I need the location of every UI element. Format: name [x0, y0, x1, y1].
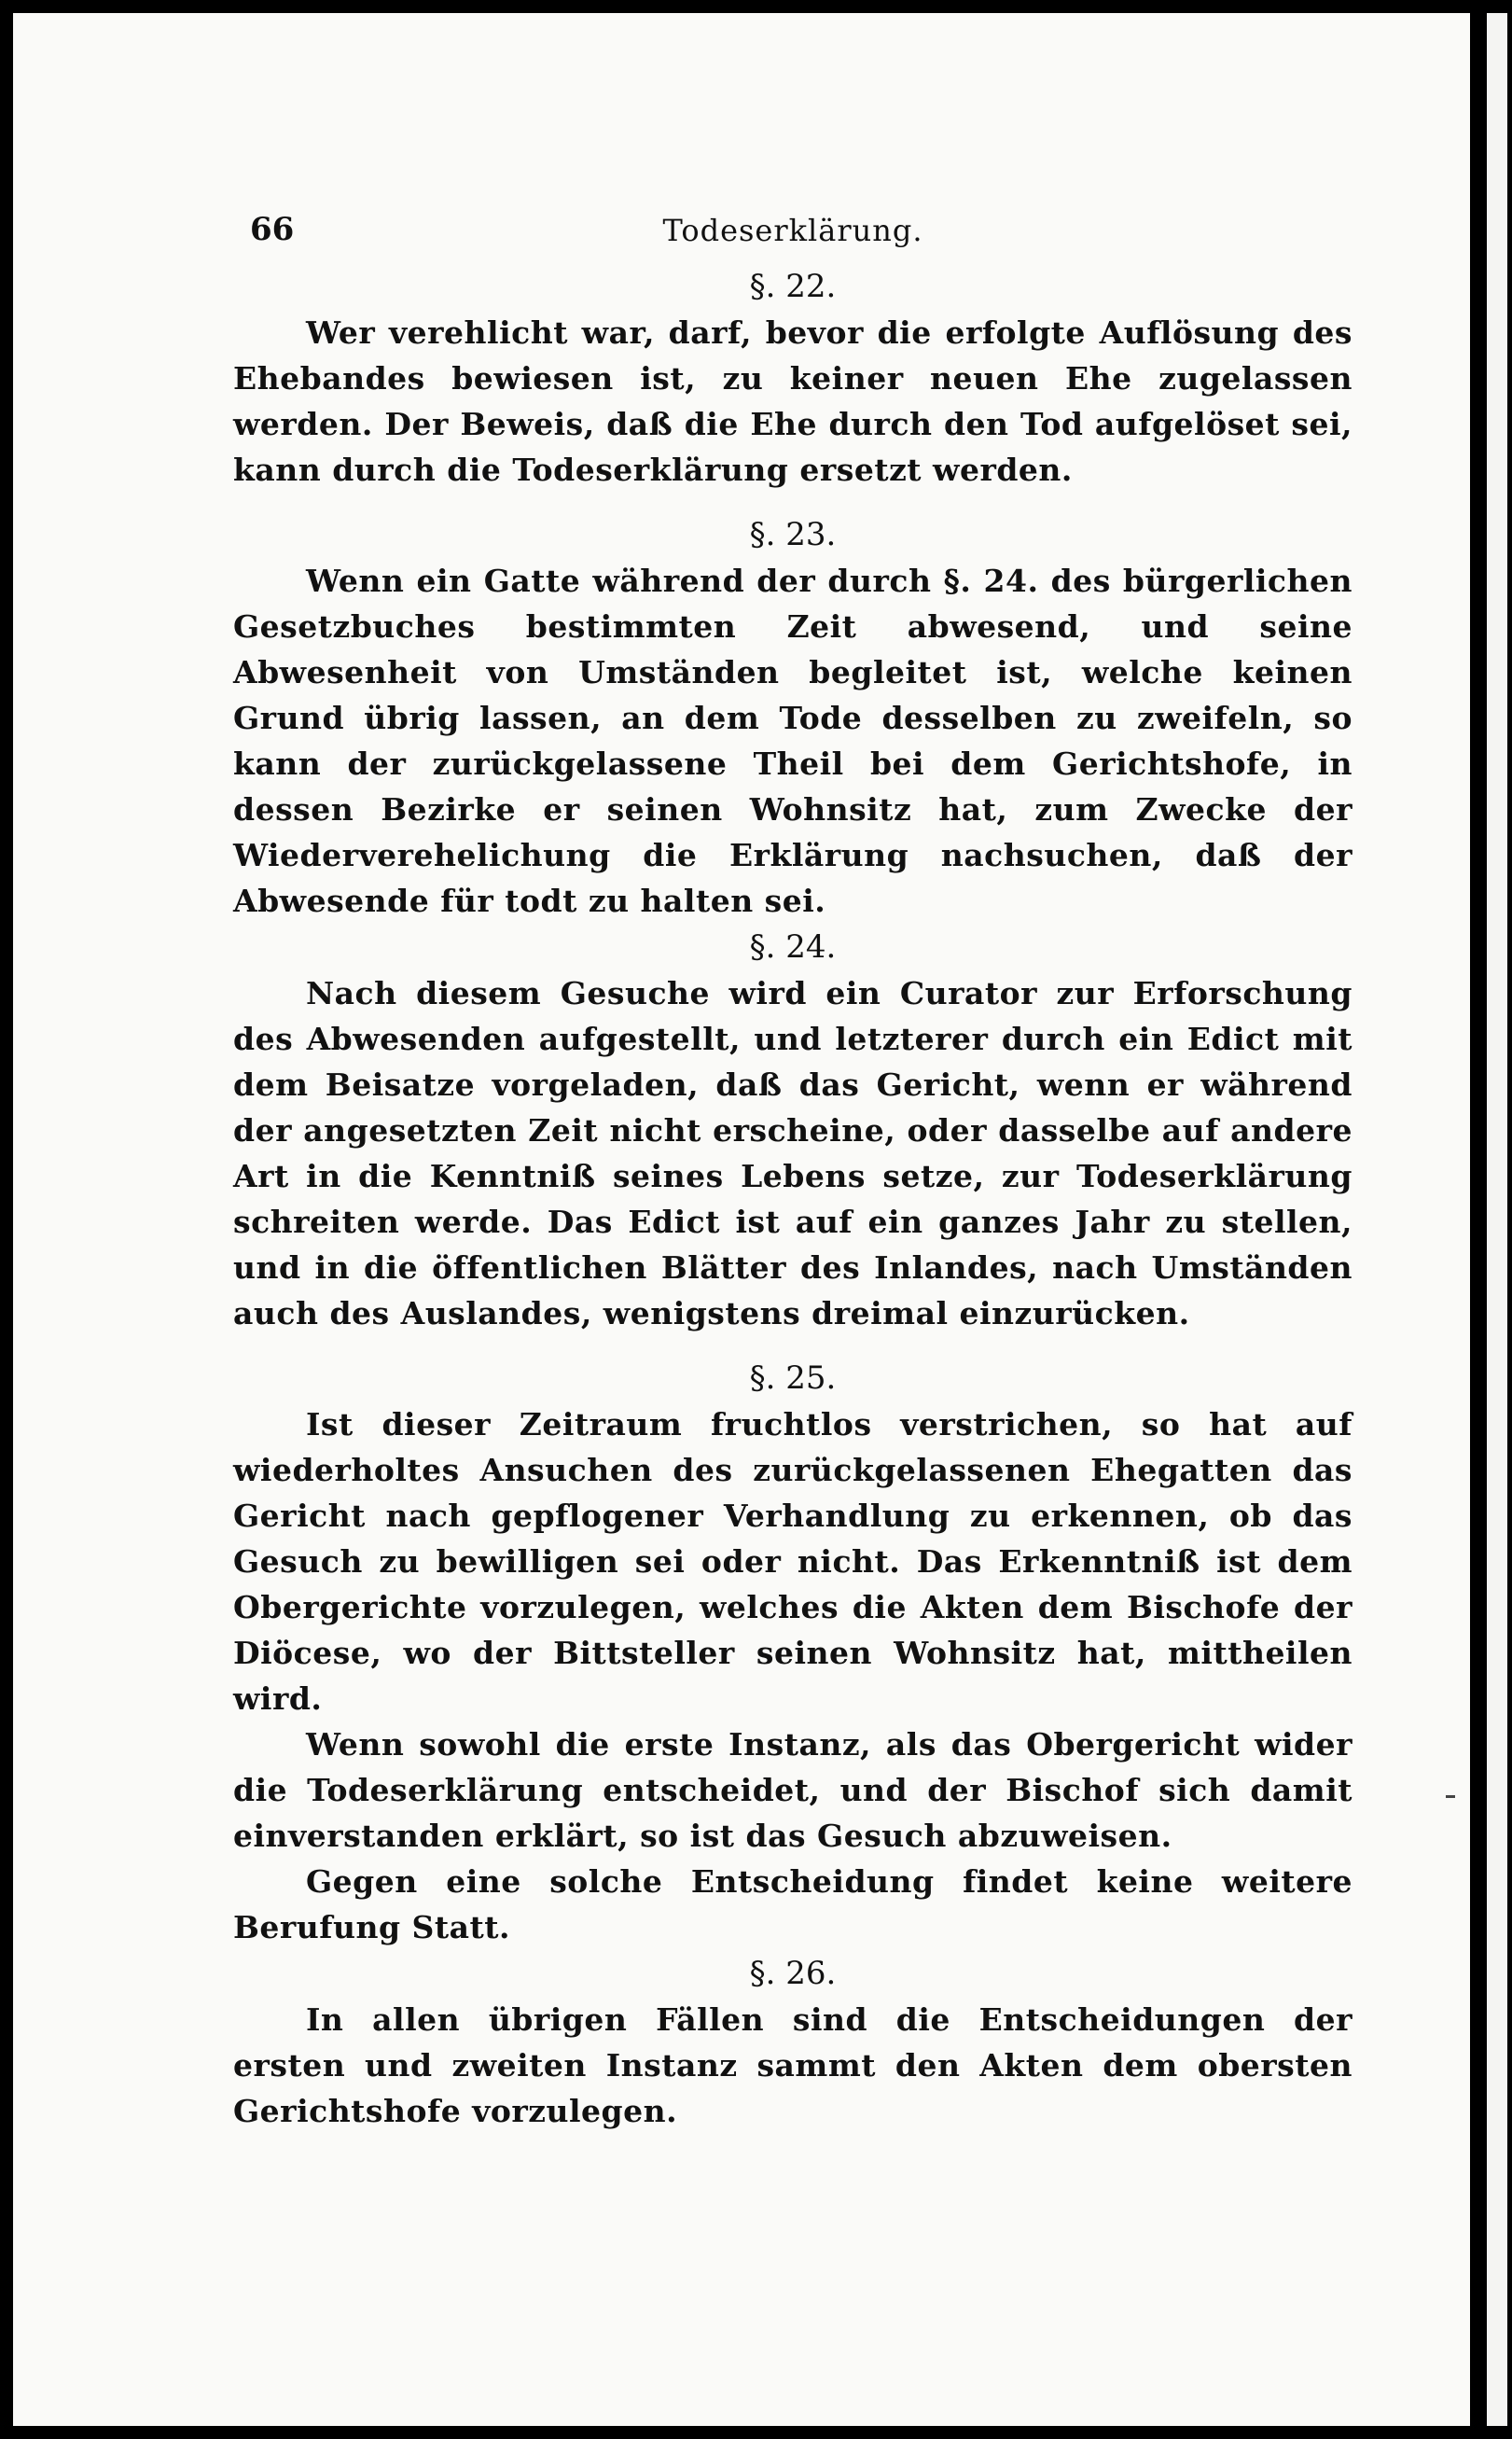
- paragraph: Nach diesem Gesuche wird ein Curator zur Erforschung des Abwesenden aufgestellt, und letzterer durch ein Edict mit dem Beisatze vorgeladen, daß das Gericht, wenn er während der angesetzten Zeit nicht erscheine, oder dasselbe auf andere Art in die Kenntniß seines Lebens setze, zur Todeserklärung schreiten werde. Das Edict ist auf ein ganzes Jahr zu stellen, und in die öffentlichen Blätter des Inlandes, nach Umständen auch des Auslandes, wenigstens dreimal einzurücken.: [233, 975, 1352, 1331]
- paragraph: Wenn sowohl die erste Instanz, als das Obergericht wider die Todeserklärung entscheidet, und der Bischof sich damit einverstanden erklärt, so ist das Gesuch abzuweisen.: [233, 1726, 1352, 1854]
- paragraph: Ist dieser Zeitraum fruchtlos verstrichen, so hat auf wiederholtes Ansuchen des zurückgelassenen Ehegatten das Gericht nach gepflogener Verhandlung zu erkennen, ob das Gesuch zu bewilligen sei oder nicht. Das Erkenntniß ist dem Obergerichte vorzulegen, welches die Akten dem Bischofe der Diöcese, wo der Bittsteller seinen Wohnsitz hat, mittheilen wird.: [233, 1406, 1352, 1717]
- section-23: [233, 511, 1352, 924]
- page-content: [233, 211, 1352, 2134]
- paragraph: Wenn ein Gatte während der durch §. 24. des bürgerlichen Gesetzbuches bestimmten Zeit abwesend, und seine Abwesenheit von Umständen begleitet ist, welche keinen Grund übrig lassen, an dem Tode desselben zu zweifeln, so kann der zurückgelassene Theil bei dem Gerichtshofe, in dessen Bezirke er seinen Wohnsitz hat, zum Zwecke der Wiederverehelichung die Erklärung nachsuchen, daß der Abwesende für todt zu halten sei.: [233, 563, 1352, 919]
- section-22: [233, 263, 1352, 493]
- spacer: [233, 493, 1352, 511]
- running-title: Todeserklärung.: [662, 213, 923, 248]
- section-heading: §. 22.: [749, 268, 837, 305]
- section-24: [233, 924, 1352, 1336]
- running-head: [233, 211, 1352, 263]
- adjacent-page-edge: [1487, 13, 1507, 2426]
- spacer: [233, 1336, 1352, 1355]
- section-26: [233, 1950, 1352, 2134]
- paragraph: Wer verehlicht war, darf, bevor die erfolgte Auflösung des Ehebandes bewiesen ist, zu keiner neuen Ehe zugelassen werden. Der Beweis, daß die Ehe durch den Tod aufgelöset sei, kann durch die Todeserklärung ersetzt werden.: [233, 314, 1352, 488]
- section-heading: §. 23.: [749, 516, 837, 553]
- section-25: [233, 1355, 1352, 1950]
- section-heading: §. 24.: [749, 928, 837, 966]
- paragraph: In allen übrigen Fällen sind die Entscheidungen der ersten und zweiten Instanz sammt den Akten dem obersten Gerichtshofe vorzulegen.: [233, 2001, 1352, 2129]
- section-heading: §. 25.: [749, 1359, 837, 1397]
- section-heading: §. 26.: [749, 1955, 837, 1992]
- page-number: 66: [250, 211, 295, 248]
- paragraph: Gegen eine solche Entscheidung findet keine weitere Berufung Statt.: [233, 1863, 1352, 1945]
- margin-mark: [1446, 1795, 1455, 1798]
